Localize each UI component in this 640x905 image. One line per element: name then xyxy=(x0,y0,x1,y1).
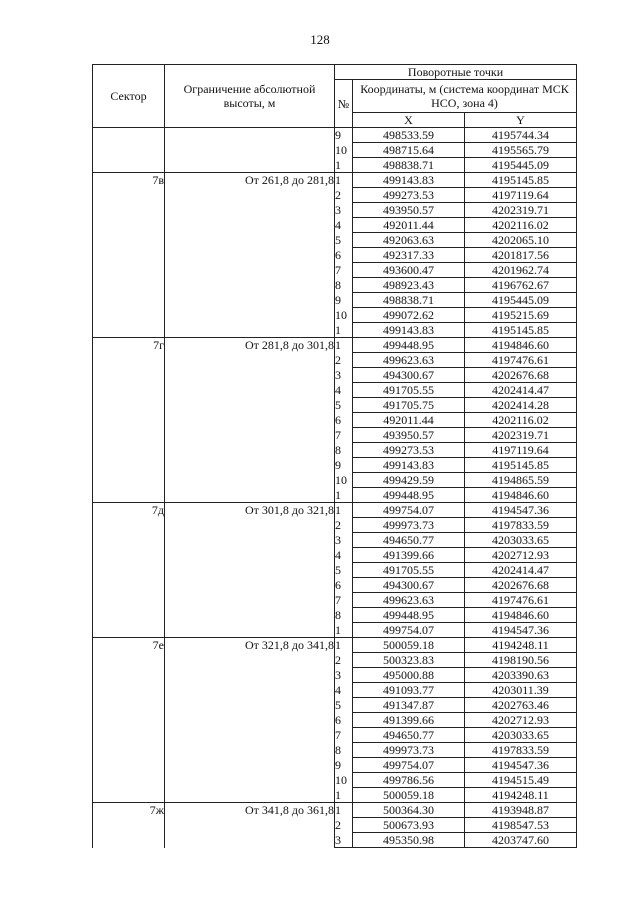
y-coordinate-cell: 4194248.11 xyxy=(465,638,577,653)
x-coordinate-cell: 500673.93 xyxy=(353,818,465,833)
point-number-cell: 1 xyxy=(335,173,353,188)
y-coordinate-cell: 4198190.56 xyxy=(465,653,577,668)
y-coordinate-cell: 4194846.60 xyxy=(465,488,577,503)
point-number-cell: 10 xyxy=(335,773,353,788)
x-coordinate-cell: 492011.44 xyxy=(353,413,465,428)
point-number-cell: 1 xyxy=(335,623,353,638)
y-coordinate-cell: 4203033.65 xyxy=(465,728,577,743)
point-number-cell: 5 xyxy=(335,563,353,578)
x-coordinate-cell: 494650.77 xyxy=(353,533,465,548)
y-coordinate-cell: 4195215.69 xyxy=(465,308,577,323)
x-coordinate-cell: 499072.62 xyxy=(353,308,465,323)
point-number-cell: 10 xyxy=(335,473,353,488)
sector-cell: 7г xyxy=(93,338,165,503)
x-coordinate-cell: 491399.66 xyxy=(353,713,465,728)
y-coordinate-cell: 4198547.53 xyxy=(465,818,577,833)
point-number-cell: 3 xyxy=(335,668,353,683)
x-coordinate-cell: 499143.83 xyxy=(353,458,465,473)
point-number-cell: 6 xyxy=(335,578,353,593)
x-coordinate-cell: 493950.57 xyxy=(353,428,465,443)
point-number-cell: 9 xyxy=(335,458,353,473)
point-number-cell: 2 xyxy=(335,653,353,668)
x-coordinate-cell: 492011.44 xyxy=(353,218,465,233)
x-coordinate-cell: 494300.67 xyxy=(353,368,465,383)
header-coordinates: Координаты, м (система координат МСК НСО, зона 4) xyxy=(353,80,577,113)
sector-cell xyxy=(93,128,165,173)
height-limit-cell: От 341,8 до 361,8 xyxy=(165,803,335,848)
x-coordinate-cell: 499273.53 xyxy=(353,188,465,203)
y-coordinate-cell: 4195565.79 xyxy=(465,143,577,158)
point-number-cell: 1 xyxy=(335,788,353,803)
y-coordinate-cell: 4202414.47 xyxy=(465,383,577,398)
point-number-cell: 6 xyxy=(335,413,353,428)
point-number-cell: 8 xyxy=(335,608,353,623)
height-limit-cell: От 261,8 до 281,8 xyxy=(165,173,335,338)
point-number-cell: 7 xyxy=(335,263,353,278)
x-coordinate-cell: 498715.64 xyxy=(353,143,465,158)
y-coordinate-cell: 4195744.34 xyxy=(465,128,577,143)
height-limit-cell: От 321,8 до 341,8 xyxy=(165,638,335,803)
sector-cell: 7е xyxy=(93,638,165,803)
page-number: 128 xyxy=(310,32,330,47)
point-number-cell: 6 xyxy=(335,713,353,728)
y-coordinate-cell: 4194846.60 xyxy=(465,338,577,353)
point-number-cell: 8 xyxy=(335,743,353,758)
point-number-cell: 2 xyxy=(335,518,353,533)
header-x: X xyxy=(353,113,465,128)
y-coordinate-cell: 4202116.02 xyxy=(465,413,577,428)
point-number-cell: 4 xyxy=(335,683,353,698)
sector-cell: 7ж xyxy=(93,803,165,848)
header-height-limit: Ограничение абсолютной высоты, м xyxy=(165,65,335,128)
y-coordinate-cell: 4194547.36 xyxy=(465,758,577,773)
point-number-cell: 10 xyxy=(335,308,353,323)
point-number-cell: 9 xyxy=(335,293,353,308)
x-coordinate-cell: 495000.88 xyxy=(353,668,465,683)
y-coordinate-cell: 4202712.93 xyxy=(465,548,577,563)
y-coordinate-cell: 4197476.61 xyxy=(465,353,577,368)
point-number-cell: 10 xyxy=(335,143,353,158)
y-coordinate-cell: 4195145.85 xyxy=(465,173,577,188)
y-coordinate-cell: 4195145.85 xyxy=(465,458,577,473)
table-row xyxy=(93,638,577,653)
x-coordinate-cell: 499786.56 xyxy=(353,773,465,788)
table-row xyxy=(93,173,577,188)
point-number-cell: 1 xyxy=(335,803,353,818)
point-number-cell: 3 xyxy=(335,368,353,383)
table-row xyxy=(93,338,577,353)
y-coordinate-cell: 4194515.49 xyxy=(465,773,577,788)
y-coordinate-cell: 4202712.93 xyxy=(465,713,577,728)
x-coordinate-cell: 499448.95 xyxy=(353,488,465,503)
point-number-cell: 1 xyxy=(335,323,353,338)
y-coordinate-cell: 4203033.65 xyxy=(465,533,577,548)
y-coordinate-cell: 4202676.68 xyxy=(465,368,577,383)
y-coordinate-cell: 4202319.71 xyxy=(465,203,577,218)
x-coordinate-cell: 492063.63 xyxy=(353,233,465,248)
y-coordinate-cell: 4203011.39 xyxy=(465,683,577,698)
y-coordinate-cell: 4196762.67 xyxy=(465,278,577,293)
point-number-cell: 1 xyxy=(335,638,353,653)
y-coordinate-cell: 4194865.59 xyxy=(465,473,577,488)
x-coordinate-cell: 500323.83 xyxy=(353,653,465,668)
point-number-cell: 5 xyxy=(335,233,353,248)
x-coordinate-cell: 499143.83 xyxy=(353,323,465,338)
point-number-cell: 1 xyxy=(335,488,353,503)
x-coordinate-cell: 499754.07 xyxy=(353,758,465,773)
point-number-cell: 2 xyxy=(335,353,353,368)
point-number-cell: 1 xyxy=(335,158,353,173)
height-limit-cell: От 281,8 до 301,8 xyxy=(165,338,335,503)
x-coordinate-cell: 491705.75 xyxy=(353,398,465,413)
x-coordinate-cell: 499429.59 xyxy=(353,473,465,488)
point-number-cell: 5 xyxy=(335,398,353,413)
x-coordinate-cell: 499448.95 xyxy=(353,338,465,353)
x-coordinate-cell: 500059.18 xyxy=(353,788,465,803)
x-coordinate-cell: 494300.67 xyxy=(353,578,465,593)
y-coordinate-cell: 4193948.87 xyxy=(465,803,577,818)
y-coordinate-cell: 4202065.10 xyxy=(465,233,577,248)
x-coordinate-cell: 495350.98 xyxy=(353,833,465,848)
point-number-cell: 8 xyxy=(335,278,353,293)
x-coordinate-cell: 498838.71 xyxy=(353,158,465,173)
y-coordinate-cell: 4202676.68 xyxy=(465,578,577,593)
point-number-cell: 4 xyxy=(335,383,353,398)
point-number-cell: 1 xyxy=(335,503,353,518)
point-number-cell: 9 xyxy=(335,758,353,773)
x-coordinate-cell: 499973.73 xyxy=(353,743,465,758)
table-row xyxy=(93,503,577,518)
x-coordinate-cell: 498923.43 xyxy=(353,278,465,293)
y-coordinate-cell: 4197833.59 xyxy=(465,518,577,533)
y-coordinate-cell: 4197119.64 xyxy=(465,188,577,203)
table-row xyxy=(93,803,577,818)
point-number-cell: 4 xyxy=(335,548,353,563)
x-coordinate-cell: 491705.55 xyxy=(353,563,465,578)
x-coordinate-cell: 491093.77 xyxy=(353,683,465,698)
y-coordinate-cell: 4203390.63 xyxy=(465,668,577,683)
x-coordinate-cell: 499623.63 xyxy=(353,353,465,368)
y-coordinate-cell: 4202116.02 xyxy=(465,218,577,233)
x-coordinate-cell: 500364.30 xyxy=(353,803,465,818)
x-coordinate-cell: 499623.63 xyxy=(353,593,465,608)
x-coordinate-cell: 499754.07 xyxy=(353,623,465,638)
y-coordinate-cell: 4194248.11 xyxy=(465,788,577,803)
point-number-cell: 2 xyxy=(335,188,353,203)
y-coordinate-cell: 4194846.60 xyxy=(465,608,577,623)
point-number-cell: 3 xyxy=(335,203,353,218)
table-row xyxy=(93,128,577,143)
x-coordinate-cell: 494650.77 xyxy=(353,728,465,743)
y-coordinate-cell: 4195445.09 xyxy=(465,293,577,308)
y-coordinate-cell: 4195145.85 xyxy=(465,323,577,338)
header-sector: Сектор xyxy=(93,65,165,128)
x-coordinate-cell: 499143.83 xyxy=(353,173,465,188)
point-number-cell: 7 xyxy=(335,728,353,743)
sector-cell: 7в xyxy=(93,173,165,338)
x-coordinate-cell: 491347.87 xyxy=(353,698,465,713)
y-coordinate-cell: 4202763.46 xyxy=(465,698,577,713)
y-coordinate-cell: 4203747.60 xyxy=(465,833,577,848)
point-number-cell: 7 xyxy=(335,593,353,608)
x-coordinate-cell: 491705.55 xyxy=(353,383,465,398)
table-header xyxy=(93,65,577,128)
y-coordinate-cell: 4201962.74 xyxy=(465,263,577,278)
y-coordinate-cell: 4197833.59 xyxy=(465,743,577,758)
x-coordinate-cell: 493600.47 xyxy=(353,263,465,278)
point-number-cell: 7 xyxy=(335,428,353,443)
y-coordinate-cell: 4194547.36 xyxy=(465,503,577,518)
y-coordinate-cell: 4202414.47 xyxy=(465,563,577,578)
coordinates-table xyxy=(92,64,577,848)
height-limit-cell xyxy=(165,128,335,173)
table-body xyxy=(93,128,577,848)
x-coordinate-cell: 499754.07 xyxy=(353,503,465,518)
point-number-cell: 3 xyxy=(335,533,353,548)
x-coordinate-cell: 492317.33 xyxy=(353,248,465,263)
y-coordinate-cell: 4202319.71 xyxy=(465,428,577,443)
y-coordinate-cell: 4201817.56 xyxy=(465,248,577,263)
header-y: Y xyxy=(465,113,577,128)
point-number-cell: 9 xyxy=(335,128,353,143)
point-number-cell: 8 xyxy=(335,443,353,458)
point-number-cell: 1 xyxy=(335,338,353,353)
header-turning-points: Поворотные точки xyxy=(335,65,577,80)
y-coordinate-cell: 4194547.36 xyxy=(465,623,577,638)
header-number: № xyxy=(335,80,353,128)
x-coordinate-cell: 491399.66 xyxy=(353,548,465,563)
x-coordinate-cell: 499273.53 xyxy=(353,443,465,458)
height-limit-cell: От 301,8 до 321,8 xyxy=(165,503,335,638)
y-coordinate-cell: 4197119.64 xyxy=(465,443,577,458)
point-number-cell: 3 xyxy=(335,833,353,848)
y-coordinate-cell: 4195445.09 xyxy=(465,158,577,173)
x-coordinate-cell: 499448.95 xyxy=(353,608,465,623)
point-number-cell: 2 xyxy=(335,818,353,833)
point-number-cell: 5 xyxy=(335,698,353,713)
x-coordinate-cell: 499973.73 xyxy=(353,518,465,533)
y-coordinate-cell: 4202414.28 xyxy=(465,398,577,413)
point-number-cell: 4 xyxy=(335,218,353,233)
sector-cell: 7д xyxy=(93,503,165,638)
x-coordinate-cell: 498838.71 xyxy=(353,293,465,308)
point-number-cell: 6 xyxy=(335,248,353,263)
x-coordinate-cell: 493950.57 xyxy=(353,203,465,218)
x-coordinate-cell: 498533.59 xyxy=(353,128,465,143)
x-coordinate-cell: 500059.18 xyxy=(353,638,465,653)
y-coordinate-cell: 4197476.61 xyxy=(465,593,577,608)
